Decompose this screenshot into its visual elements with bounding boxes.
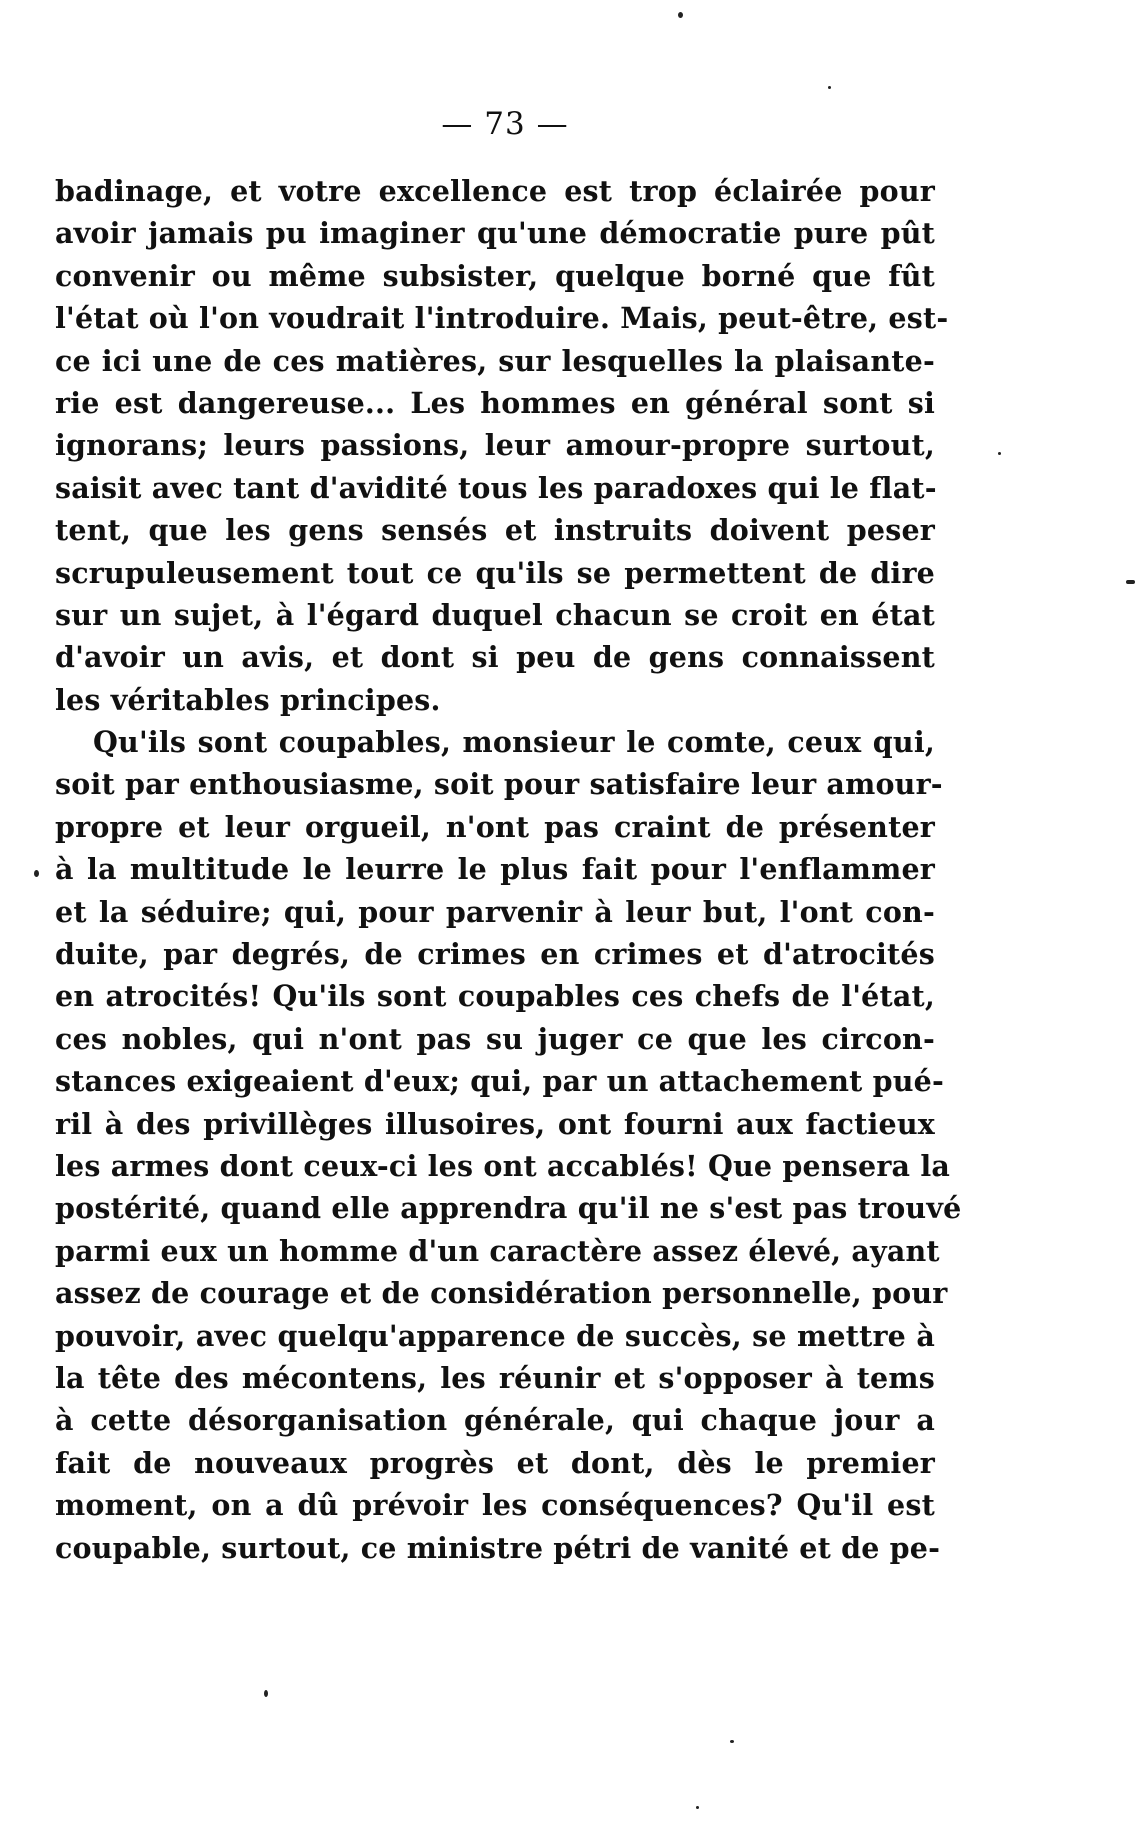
scan-speck [998,452,1001,455]
text-line: les armes dont ceux-ci les ont accablés! Que pensera la [55,1148,951,1183]
text-line: postérité, quand elle apprendra qu'il ne s'est pas trouvé [55,1191,962,1226]
text-line: ignorans; leurs passions, leur amour-propre surtout, [55,428,935,463]
scan-speck [828,86,831,89]
scan-speck [34,870,39,877]
text-line: d'avoir un avis, et dont si peu de gens connaissent [55,640,935,675]
text-line: ril à des privillèges illusoires, ont fourni aux factieux [55,1106,935,1141]
text-line: sur un sujet, à l'égard duquel chacun se croit en état [55,597,935,632]
text-line: la tête des mécontens, les réunir et s'opposer à tems [55,1360,935,1395]
text-line: l'état où l'on voudrait l'introduire. Mais, peut-être, est- [55,301,949,336]
text-line: coupable, surtout, ce ministre pétri de vanité et de pe- [55,1530,941,1565]
text-line: ces nobles, qui n'ont pas su juger ce que les circon- [55,1021,935,1056]
text-line: tent, que les gens sensés et instruits doivent peser [55,513,935,548]
text-line: les véritables principes. [55,682,441,717]
scan-speck [696,1806,699,1809]
text-line: saisit avec tant d'avidité tous les paradoxes qui le flat- [55,470,937,505]
text-line: parmi eux un homme d'un caractère assez élevé, ayant [55,1233,940,1268]
text-line: et la séduire; qui, pour parvenir à leur but, l'ont con- [55,894,935,929]
page-number: — 73 — [441,106,569,142]
text-line: fait de nouveaux progrès et dont, dès le premier [55,1445,935,1480]
text-line: assez de courage et de considération personnelle, pour [55,1276,948,1311]
scan-speck [678,12,683,18]
text-line: scrupuleusement tout ce qu'ils se permettent de dire [55,555,935,590]
text-line: avoir jamais pu imaginer qu'une démocratie pure pût [55,216,935,251]
text-line: soit par enthousiasme, soit pour satisfaire leur amour- [55,767,943,802]
scan-speck [264,1690,268,1697]
text-line: stances exigeaient d'eux; qui, par un attachement pué- [55,1064,945,1099]
text-line: en atrocités! Qu'ils sont coupables ces chefs de l'état, [55,979,935,1014]
text-line: à la multitude le leurre le plus fait pour l'enflammer [55,852,935,887]
text-line: propre et leur orgueil, n'ont pas craint de présenter [55,809,935,844]
text-line: à cette désorganisation générale, qui chaque jour a [55,1403,935,1438]
text-line: convenir ou même subsister, quelque borné que fût [55,258,935,293]
text-line: moment, on a dû prévoir les conséquences? Qu'il est [55,1488,935,1523]
text-line: rie est dangereuse... Les hommes en général sont si [55,385,935,420]
text-line: badinage, et votre excellence est trop éclairée pour [55,174,935,208]
text-line: pouvoir, avec quelqu'apparence de succès, se mettre à [55,1318,935,1353]
body-text [55,170,962,1569]
scan-speck [1126,580,1135,584]
text-line: ce ici une de ces matières, sur lesquelles la plaisante- [55,343,935,378]
scan-speck [730,1740,734,1743]
text-line: duite, par degrés, de crimes en crimes et d'atrocités [55,937,935,972]
text-line: Qu'ils sont coupables, monsieur le comte, ceux qui, [93,725,935,760]
